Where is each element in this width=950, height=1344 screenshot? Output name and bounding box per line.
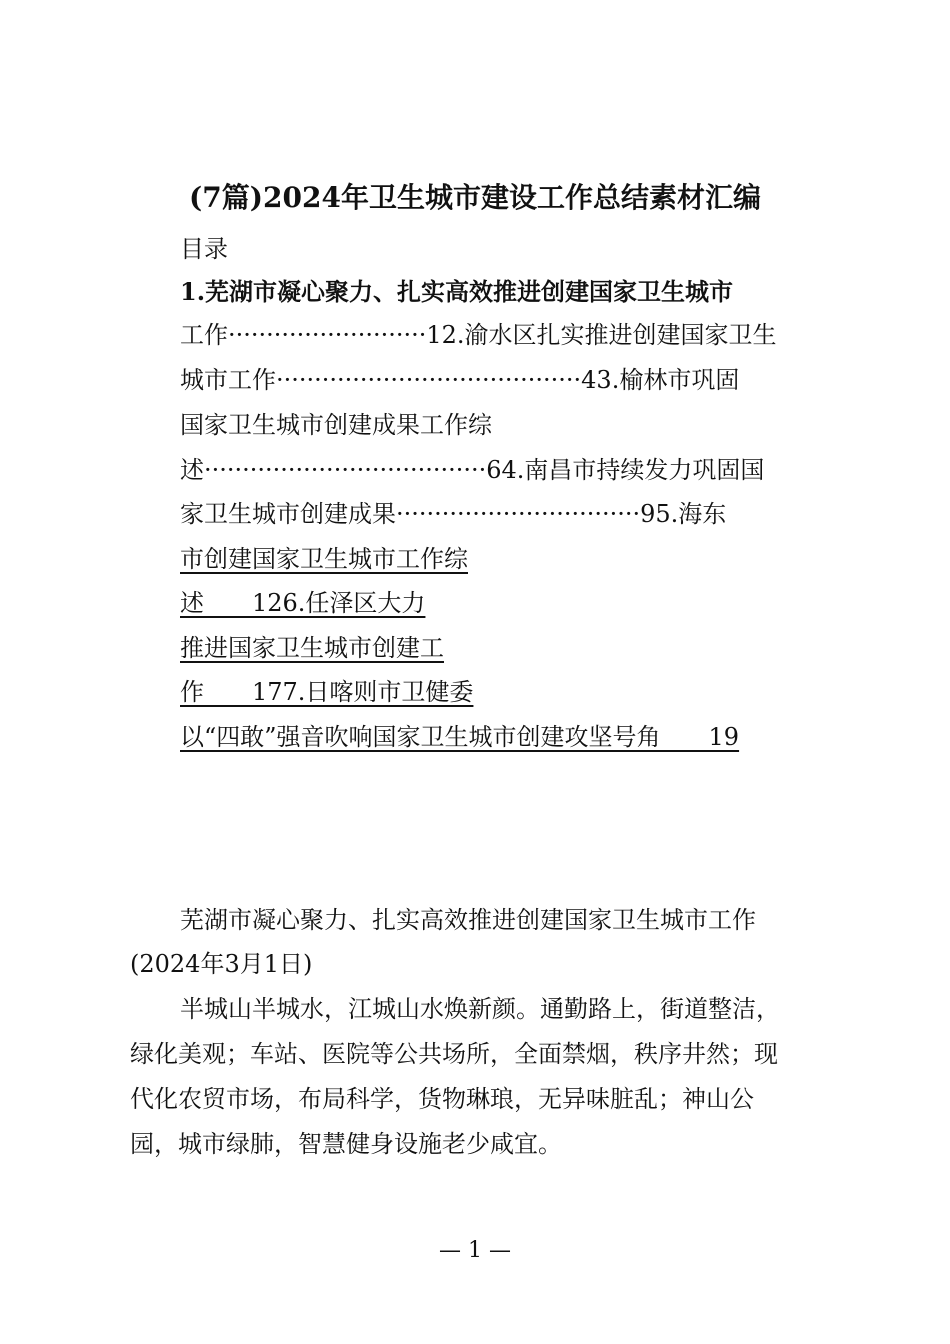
toc-line[interactable]: 以“四敢”强音吹响国家卫生城市创建攻坚号角 19: [180, 723, 740, 751]
toc-line[interactable]: 家卫生城市创建成果································95.海东: [180, 500, 727, 528]
page-number: — 1 —: [439, 1238, 511, 1263]
article-paragraph-line: 代化农贸市场，布局科学，货物琳琅，无异味脏乱；神山公: [130, 1085, 754, 1113]
article-date: (2024年3月1日): [130, 950, 313, 978]
toc-line[interactable]: 城市工作········································43.榆林市巩固: [180, 366, 740, 394]
document-title: (7篇)2024年卫生城市建设工作总结素材汇编: [189, 181, 761, 214]
toc-line[interactable]: 推进国家卫生城市创建工: [180, 634, 444, 662]
toc-line[interactable]: 1.芜湖市凝心聚力、扎实高效推进创建国家卫生城市: [180, 277, 734, 306]
toc-line[interactable]: 述·····································64.南昌市持续发力巩固国: [180, 456, 765, 484]
article-paragraph-line: 绿化美观；车站、医院等公共场所，全面禁烟，秩序井然；现: [130, 1040, 778, 1068]
toc-line[interactable]: 工作··························12.渝水区扎实推进创建国家卫生: [180, 321, 777, 349]
toc-heading: 目录: [180, 235, 228, 263]
toc-line[interactable]: 市创建国家卫生城市工作综: [180, 545, 468, 573]
article-heading: 芜湖市凝心聚力、扎实高效推进创建国家卫生城市工作: [180, 906, 756, 934]
toc-line[interactable]: 国家卫生城市创建成果工作综: [180, 411, 492, 439]
toc-line[interactable]: 作 177.日喀则市卫健委: [180, 678, 474, 706]
toc-line[interactable]: 述 126.任泽区大力: [180, 589, 426, 617]
article-paragraph-line: 园，城市绿肺，智慧健身设施老少咸宜。: [130, 1130, 562, 1158]
article-paragraph-line: 半城山半城水，江城山水焕新颜。通勤路上，街道整洁，: [180, 995, 780, 1023]
